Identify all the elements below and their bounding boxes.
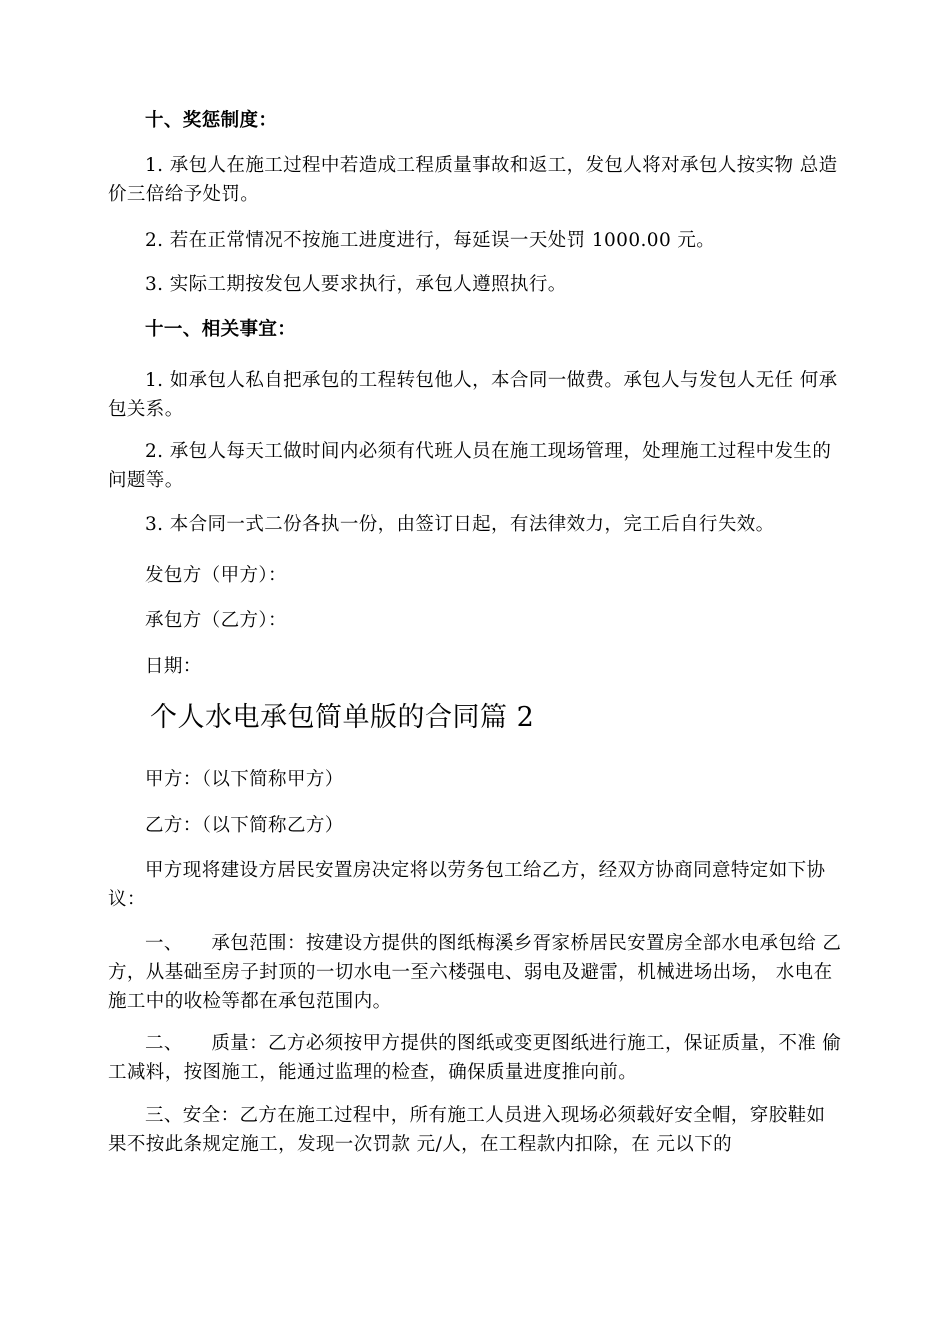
contract-2-intro: 甲方现将建设方居民安置房决定将以劳务包工给乙方，经双方协商同意特定如下协议： [108, 860, 826, 910]
contract-2-clause-2: 二、 质量：乙方必须按甲方提供的图纸或变更图纸进行施工，保证质量，不准 偷工减料，按图施工，能通过监理的检查，确保质量进度推向前。 [108, 1033, 842, 1083]
contract-2-title: 个人水电承包简单版的合同篇 2 [150, 702, 535, 733]
section-10-item-2: 2. 若在正常情况不按施工进度进行，每延误一天处罚 1000.00 元。 [145, 230, 716, 251]
section-11-item-3: 3. 本合同一式二份各执一份，由签订日起，有法律效力，完工后自行失效。 [145, 514, 775, 535]
section-10-heading: 十、奖惩制度： [145, 110, 278, 131]
contract-2-party-a: 甲方：（以下简称甲方） [145, 769, 344, 790]
contract-2-clause-1: 一、 承包范围：按建设方提供的图纸梅溪乡胥家桥居民安置房全部水电承包给 乙方，从基础至房子封顶的一切水电一至六楼强电、弱电及避雷，机械进场出场， 水电在施工中的收检等都在承包范围内。 [108, 933, 842, 1012]
section-10-item-3: 3. 实际工期按发包人要求执行，承包人遵照执行。 [145, 274, 567, 295]
contract-2-party-b: 乙方：（以下简称乙方） [145, 815, 344, 836]
signature-party-b: 承包方（乙方）： [145, 610, 287, 631]
section-11-item-1: 1. 如承包人私自把承包的工程转包他人，本合同一做费。承包人与发包人无任 何承包关系。 [108, 370, 838, 420]
signature-party-a: 发包方（甲方）： [145, 565, 287, 586]
signature-date: 日期： [145, 656, 202, 677]
contract-2-clause-3: 三、安全：乙方在施工过程中，所有施工人员进入现场必须载好安全帽，穿胶鞋如果不按此条规定施工，发现一次罚款 元/人，在工程款内扣除，在 元以下的 [108, 1105, 826, 1155]
section-10-item-1: 1. 承包人在施工过程中若造成工程质量事故和返工，发包人将对承包人按实物 总造价三倍给予处罚。 [108, 155, 838, 205]
section-11-item-2: 2. 承包人每天工做时间内必须有代班人员在施工现场管理，处理施工过程中发生的问题等。 [108, 441, 832, 491]
section-11-heading: 十一、相关事宜： [145, 319, 297, 340]
